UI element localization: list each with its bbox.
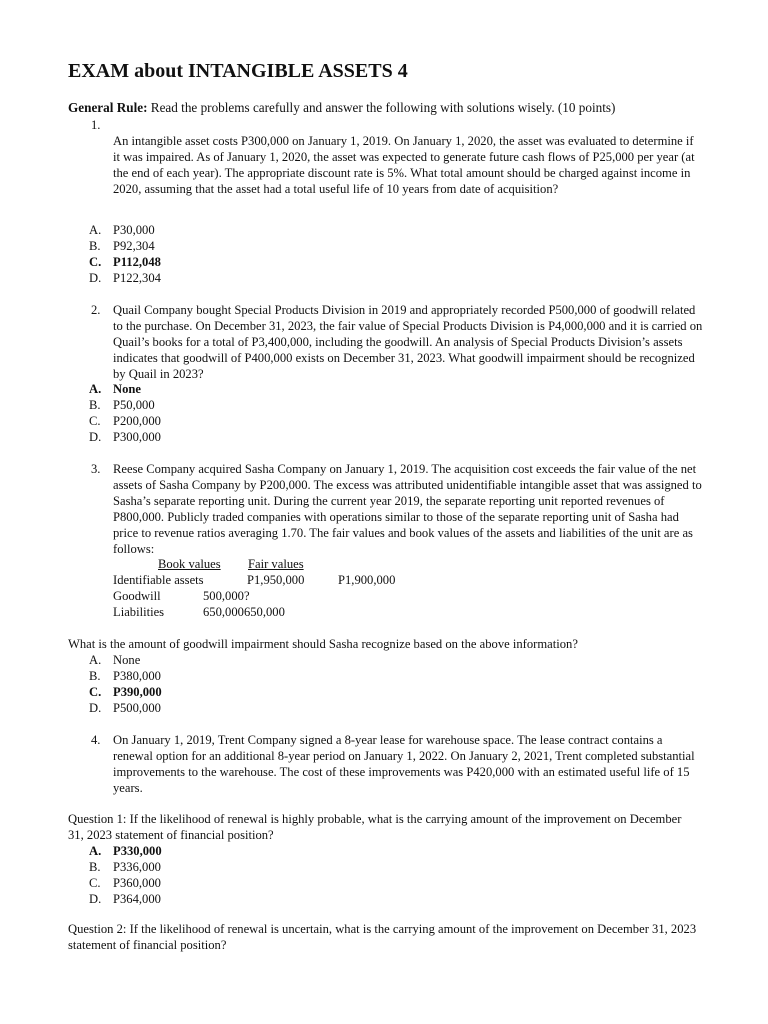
q3-option-d (89, 700, 161, 716)
general-rule-label: General Rule: (68, 100, 148, 115)
q4-sub1-option-c (89, 875, 161, 891)
q3-option-b (89, 668, 161, 684)
q1-option-d (89, 270, 161, 286)
option-text: P200,000 (113, 414, 161, 428)
q4-number: 4. (91, 733, 101, 747)
option-letter: B. (89, 860, 101, 874)
q1-number: 1. (91, 118, 101, 132)
general-rule (68, 100, 615, 116)
q2-option-d (89, 429, 161, 445)
q1-text: An intangible asset costs P300,000 on January 1, 2019. On January 1, 2020, the asset was evaluated to determine if it was impaired. As of January 1, 2020, the asset was expected to generate future cash flows of P25,000 per year (at the end of each year). The appropriate discount rate is 5%. What total amount should be charged against income in 2020, assuming that the asset had a total useful life of 10 years from date of acquisition? (113, 134, 695, 196)
option-text: P50,000 (113, 398, 155, 412)
option-letter: A. (89, 382, 102, 396)
table-row-label: Identifiable assets (113, 573, 204, 587)
table-row-book (203, 604, 285, 620)
option-text: P30,000 (113, 223, 155, 237)
q4-sub1-option-a (89, 843, 162, 859)
q3-number: 3. (91, 462, 101, 476)
table-row-book: P1,950,000 (247, 573, 305, 587)
q1-option-b (89, 238, 155, 254)
option-letter: B. (89, 669, 101, 683)
page-title: EXAM about INTANGIBLE ASSETS 4 (68, 60, 408, 82)
q3-question: What is the amount of goodwill impairment should Sasha recognize based on the above information? (68, 637, 578, 651)
table-row-label: Liabilities (113, 605, 165, 619)
q2-option-b (89, 397, 155, 413)
option-letter: D. (89, 271, 102, 285)
option-letter: A. (89, 653, 102, 667)
option-letter: D. (89, 892, 102, 906)
q3-option-a (89, 652, 140, 668)
option-text: None (113, 653, 141, 667)
q4-sub1-question: Question 1: If the likelihood of renewal is highly probable, what is the carrying amount of the improvement on December 31, 2023 statement of financial position? (68, 812, 682, 842)
option-text: P92,304 (113, 239, 155, 253)
option-letter: C. (89, 414, 101, 428)
table-cell-book: 500,000 (203, 589, 244, 603)
option-letter: B. (89, 239, 101, 253)
option-letter: D. (89, 701, 102, 715)
table-cell-book: 650,000 (203, 605, 244, 619)
table-header-fair: Fair values (248, 557, 304, 571)
table-cell-fair: ? (243, 589, 250, 603)
option-letter: B. (89, 398, 101, 412)
option-letter: A. (89, 223, 102, 237)
general-rule-text: Read the problems carefully and answer the following with solutions wisely. (10 points) (150, 100, 616, 115)
option-text: P122,304 (113, 271, 161, 285)
table-row-label: Goodwill (113, 589, 161, 603)
option-letter: A. (89, 844, 102, 858)
table-header-book: Book values (158, 557, 221, 571)
option-text: P360,000 (113, 876, 161, 890)
option-text: P364,000 (113, 892, 161, 906)
q1-option-c (89, 254, 161, 270)
table-cell-fair: 650,000 (243, 605, 285, 619)
option-letter: C. (89, 685, 102, 699)
q1-option-a (89, 222, 155, 238)
option-text: P300,000 (113, 430, 161, 444)
table-row-fair: P1,900,000 (338, 573, 396, 587)
option-text: P500,000 (113, 701, 161, 715)
option-text: P336,000 (113, 860, 161, 874)
table-row-book (203, 588, 250, 604)
option-text: P112,048 (113, 255, 161, 269)
option-letter: C. (89, 255, 102, 269)
q2-option-c (89, 413, 161, 429)
option-text: P330,000 (113, 844, 162, 858)
q2-number: 2. (91, 303, 101, 317)
q2-option-a (89, 381, 141, 397)
q4-sub1-option-d (89, 891, 161, 907)
q4-sub2-question: Question 2: If the likelihood of renewal is uncertain, what is the carrying amount of the improvement on December 31, 2023 statement of financial position? (68, 922, 697, 952)
option-text: P390,000 (113, 685, 162, 699)
q4-text: On January 1, 2019, Trent Company signed a 8-year lease for warehouse space. The lease contract contains a renewal option for an additional 8-year period on January 1, 2022. On January 2, 2021, Trent completed substantial improvements to the warehouse. The cost of these improvements was P420,000 with an estimated useful life of 15 years. (113, 733, 695, 795)
option-letter: D. (89, 430, 102, 444)
q3-option-c (89, 684, 162, 700)
option-text: P380,000 (113, 669, 161, 683)
option-letter: C. (89, 876, 101, 890)
q4-sub1-option-b (89, 859, 161, 875)
q3-text: Reese Company acquired Sasha Company on January 1, 2019. The acquisition cost exceeds the fair value of the net assets of Sasha Company by P200,000. The excess was attributed unidentifiable intangible asset that was assigned to Sasha’s separate reporting unit. During the current year 2019, the separate reporting unit reported revenues of P800,000. Publicly traded companies with operations similar to those of the separate reporting unit of Sasha had price to revenue ratios averaging 1.70. The fair values and book values of the assets and liabilities of the unit are as follows: (113, 462, 702, 556)
option-text: None (113, 382, 141, 396)
q2-text: Quail Company bought Special Products Division in 2019 and appropriately recorded P500,000 of goodwill related to the purchase. On December 31, 2023, the fair value of Special Products Division is P4,000,000 and it is carried on Quail’s books for a total of P3,400,000, including the goodwill. An analysis of Special Products Division’s assets indicates that goodwill of P400,000 exists on December 31, 2023. What goodwill impairment should be recognized by Quail in 2023? (113, 303, 703, 381)
